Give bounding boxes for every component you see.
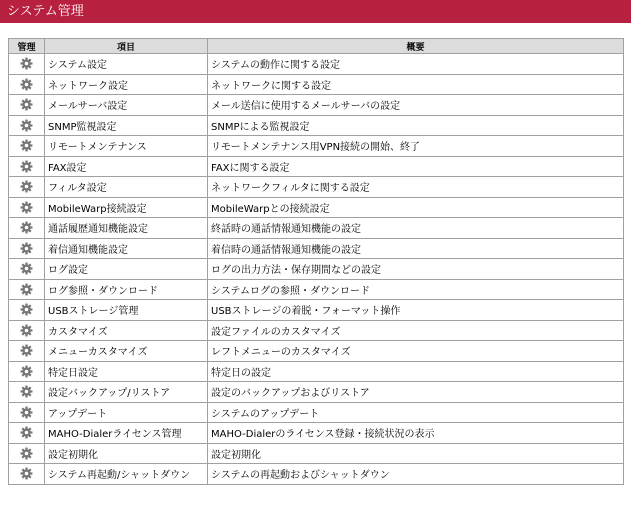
item-name: 設定バックアップ/リストア [45, 382, 208, 403]
item-name: MAHO-Dialerライセンス管理 [45, 423, 208, 444]
item-name: 設定初期化 [45, 443, 208, 464]
table-row [9, 464, 624, 485]
column-header-summary: 概要 [208, 39, 624, 54]
table-row [9, 95, 624, 116]
gear-icon[interactable] [20, 344, 33, 357]
manage-cell [9, 279, 45, 300]
table-row [9, 443, 624, 464]
item-summary: ネットワークフィルタに関する設定 [208, 177, 624, 198]
item-summary: メール送信に使用するメールサーバの設定 [208, 95, 624, 116]
item-summary: 終話時の通話情報通知機能の設定 [208, 218, 624, 239]
manage-cell [9, 74, 45, 95]
item-name: ネットワーク設定 [45, 74, 208, 95]
item-name: ログ設定 [45, 259, 208, 280]
table-row [9, 402, 624, 423]
manage-cell [9, 402, 45, 423]
item-summary: ログの出力方法・保存期間などの設定 [208, 259, 624, 280]
table-row [9, 197, 624, 218]
item-summary: システムの再起動およびシャットダウン [208, 464, 624, 485]
item-summary: 着信時の通話情報通知機能の設定 [208, 238, 624, 259]
manage-cell [9, 95, 45, 116]
gear-icon[interactable] [20, 406, 33, 419]
table-header-row [9, 39, 624, 54]
table-row [9, 218, 624, 239]
item-name: 通話履歴通知機能設定 [45, 218, 208, 239]
gear-icon[interactable] [20, 57, 33, 70]
item-name: SNMP監視設定 [45, 115, 208, 136]
gear-icon[interactable] [20, 365, 33, 378]
manage-cell [9, 341, 45, 362]
manage-cell [9, 115, 45, 136]
gear-icon[interactable] [20, 447, 33, 460]
item-summary: 設定ファイルのカスタマイズ [208, 320, 624, 341]
table-row [9, 361, 624, 382]
item-name: 着信通知機能設定 [45, 238, 208, 259]
item-summary: SNMPによる監視設定 [208, 115, 624, 136]
gear-icon[interactable] [20, 139, 33, 152]
item-name: メールサーバ設定 [45, 95, 208, 116]
column-header-item: 項目 [45, 39, 208, 54]
item-summary: リモートメンテナンス用VPN接続の開始、終了 [208, 136, 624, 157]
manage-cell [9, 177, 45, 198]
gear-icon[interactable] [20, 385, 33, 398]
item-summary: MAHO-Dialerのライセンス登録・接続状況の表示 [208, 423, 624, 444]
item-name: FAX設定 [45, 156, 208, 177]
item-name: USBストレージ管理 [45, 300, 208, 321]
gear-icon[interactable] [20, 467, 33, 480]
gear-icon[interactable] [20, 242, 33, 255]
item-name: カスタマイズ [45, 320, 208, 341]
item-name: メニューカスタマイズ [45, 341, 208, 362]
table-row [9, 300, 624, 321]
manage-cell [9, 320, 45, 341]
gear-icon[interactable] [20, 160, 33, 173]
item-name: リモートメンテナンス [45, 136, 208, 157]
manage-cell [9, 54, 45, 75]
table-row [9, 259, 624, 280]
table-row [9, 74, 624, 95]
page-title: システム管理 [7, 4, 84, 19]
item-summary: MobileWarpとの接続設定 [208, 197, 624, 218]
item-name: システム再起動/シャットダウン [45, 464, 208, 485]
manage-cell [9, 443, 45, 464]
table-row [9, 320, 624, 341]
item-summary: システムのアップデート [208, 402, 624, 423]
gear-icon[interactable] [20, 283, 33, 296]
column-header-manage: 管理 [9, 39, 45, 54]
item-summary: ネットワークに関する設定 [208, 74, 624, 95]
gear-icon[interactable] [20, 303, 33, 316]
table-row [9, 279, 624, 300]
item-summary: USBストレージの着脱・フォーマット操作 [208, 300, 624, 321]
gear-icon[interactable] [20, 426, 33, 439]
item-name: MobileWarp接続設定 [45, 197, 208, 218]
item-summary: システムログの参照・ダウンロード [208, 279, 624, 300]
table-row [9, 115, 624, 136]
system-management-table [8, 38, 624, 485]
manage-cell [9, 464, 45, 485]
item-summary: 設定のバックアップおよびリストア [208, 382, 624, 403]
gear-icon[interactable] [20, 324, 33, 337]
manage-cell [9, 136, 45, 157]
table-row [9, 423, 624, 444]
manage-cell [9, 238, 45, 259]
table-row [9, 177, 624, 198]
item-name: フィルタ設定 [45, 177, 208, 198]
manage-cell [9, 382, 45, 403]
table-row [9, 382, 624, 403]
item-summary: レフトメニューのカスタマイズ [208, 341, 624, 362]
gear-icon[interactable] [20, 180, 33, 193]
manage-cell [9, 156, 45, 177]
manage-cell [9, 300, 45, 321]
manage-cell [9, 423, 45, 444]
table-row [9, 156, 624, 177]
item-summary: 設定初期化 [208, 443, 624, 464]
gear-icon[interactable] [20, 201, 33, 214]
manage-cell [9, 361, 45, 382]
item-name: 特定日設定 [45, 361, 208, 382]
table-row [9, 238, 624, 259]
page-title-bar [0, 0, 631, 23]
manage-cell [9, 218, 45, 239]
item-name: アップデート [45, 402, 208, 423]
manage-cell [9, 197, 45, 218]
gear-icon[interactable] [20, 98, 33, 111]
gear-icon[interactable] [20, 262, 33, 275]
table-row [9, 136, 624, 157]
table-row [9, 341, 624, 362]
gear-icon[interactable] [20, 78, 33, 91]
item-summary: FAXに関する設定 [208, 156, 624, 177]
item-name: システム設定 [45, 54, 208, 75]
item-name: ログ参照・ダウンロード [45, 279, 208, 300]
manage-cell [9, 259, 45, 280]
table-row [9, 54, 624, 75]
item-summary: 特定日の設定 [208, 361, 624, 382]
gear-icon[interactable] [20, 119, 33, 132]
gear-icon[interactable] [20, 221, 33, 234]
item-summary: システムの動作に関する設定 [208, 54, 624, 75]
